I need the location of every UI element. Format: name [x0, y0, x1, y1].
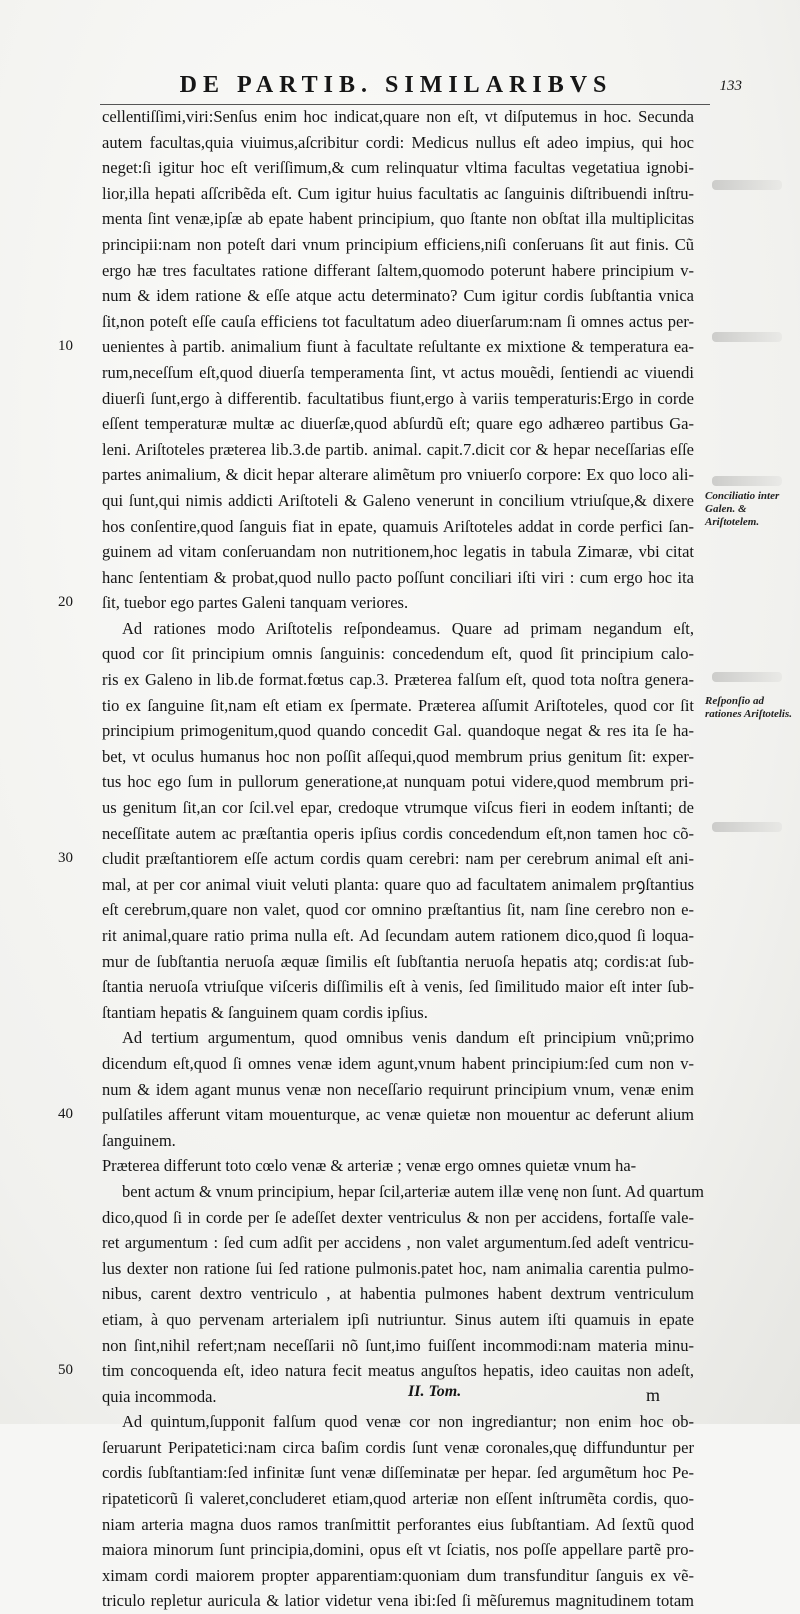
text-line: triculo repletur auricula & latior videtur vena ibi:ſed ſi mẽſuremus magnitudinem totam — [102, 1591, 694, 1611]
text-line: leni. Ariſtoteles præterea lib.3.de partib. animal. capit.7.dicit cor & hepar neceſſarias eſſe — [102, 439, 694, 459]
text-line: ripateticorũ ſi valeret,concluderet etiam,quod arteriæ non eſſent inſtrumẽta cordis, quo- — [102, 1489, 694, 1509]
text-line: neceſſitate autem ac præſtantia operis ipſius cordis concedendum eſt,non tamen hoc cõ- — [102, 823, 694, 843]
text-line: nibus, carent dextro ventriculo , at habentia pulmones habent dextrum ventriculum — [102, 1284, 694, 1304]
text-line: lior,illa hepati aſſcribẽda eſt. Cum igitur huius facultatis ac ſanguinis diſtribuendi inſtru- — [102, 183, 694, 203]
text-line: neget:ſi igitur hoc eſt veriſſimum,& cum relinquatur vltima facultas vegetatiua ignobi- — [102, 158, 694, 178]
line-number: 10 — [58, 338, 73, 355]
text-line: lus dexter non ratione ſui ſed ratione pulmonis.patet hoc, nam animalia carentia pulmo- — [102, 1258, 694, 1278]
text-line: bent actum & vnum principium, hepar ſcil,arteriæ autem illæ venę non ſunt. Ad quartum — [122, 1181, 704, 1201]
text-line: principium primogenitum,quod quando concedit Gal. quandoque negat & res ita ſe ha- — [102, 721, 694, 741]
text-line: cludit præſtantiorem eſſe actum cordis quam cerebri: nam per cerebrum animal eſt ani- — [102, 849, 694, 869]
faded-margin-note — [712, 332, 782, 342]
line-number: 50 — [58, 1362, 73, 1379]
line-number: 40 — [58, 1106, 73, 1123]
text-line: us genitum ſit,an cor ſcil.vel epar, credoque vtrumque viſcus fieri in eodem inſtanti; de — [102, 798, 694, 818]
text-line: hanc ſententiam & probat,quod nullo pacto poſſunt conciliari iſti viri : cum ergo hoc ita — [102, 567, 694, 587]
text-line: pulſatiles afferunt vitam mouenturque, ac venæ quietæ non mouentur ac deferunt alium — [102, 1105, 694, 1125]
text-line: ris ex Galeno in lib.de format.fœtus cap.3. Præterea falſum eſt, quod tota noſtra genera- — [102, 670, 694, 690]
text-line: eſſent temperaturæ multæ ac diuerſæ,quod abſurdũ eſt; quare ego adhæreo partibus Ga- — [102, 414, 694, 434]
text-line: partes animalium, & dicit hepar alterare alimẽtum pro vniuerſo corpore: Ex quo loco ali- — [102, 465, 694, 485]
text-line: ſtantiam hepatis & ſanguinem quam cordis ipſius. — [102, 1002, 428, 1022]
text-line: ergo hæ tres facultates ratione differant ſaltem,quomodo poterunt habere principium v- — [102, 260, 694, 280]
text-line: uenientes à partib. animalium fiunt à facultate reſultante ex mixtione & temperatura ea- — [102, 337, 694, 357]
text-line: diuerſi ſunt,ergo à differentib. facultatibus fiunt,ergo à variis temperaturis:Ergo in corde — [102, 388, 694, 408]
text-line: menta ſint venæ,ipſæ ab epate habent principium, quo ſtante non obſtat illa multiplicitas — [102, 209, 694, 229]
line-number: 20 — [58, 594, 73, 611]
text-line: tus hoc ego ſum in pullorum generatione,at nunquam potui videre,quod membrum pri- — [102, 772, 694, 792]
text-line: ximam cordi maiorem propter apparentiam:quoniam dum transfunditur ſanguis ex vẽ- — [102, 1565, 694, 1585]
text-line: ret argumentum : ſed cum adſit per accidens , non valet argumentum.ſed adeſt ventricu- — [102, 1233, 694, 1253]
faded-margin-note — [712, 822, 782, 832]
margin-note: Conciliatio inter Galen. & Ariſtotelem. — [705, 490, 780, 528]
text-line: dicendum eſt,quod ſi omnes venæ idem agunt,vnum habent principium:ſed cum non v- — [102, 1053, 694, 1073]
folio-number: 133 — [719, 78, 742, 94]
text-line: maiora minorum ſunt principia,domini, opus eſt vt ſciatis, nos poſſe appellare partẽ pro- — [102, 1540, 694, 1560]
faded-margin-note — [712, 180, 782, 190]
page-header — [80, 72, 742, 108]
running-title: DE PARTIB. SIMILARIBVS — [179, 72, 613, 98]
faded-margin-note — [712, 476, 782, 486]
text-line: niam arteria magna duos ramos tranſmittit perforantes eius ſubſtantiam. Ad ſextũ quod — [102, 1514, 694, 1534]
text-line: Ad tertium argumentum, quod omnibus venis dandum eſt principium vnũ;primo — [122, 1028, 694, 1048]
text-line: cellentiſſimi,viri:Senſus enim hoc indicat,quare non eſt, vt diſputemus in hoc. Secunda — [102, 107, 694, 126]
text-line: ſeruarunt Peripatetici:nam circa baſim cordis ſunt venæ coronales,quę diffunduntur per — [102, 1437, 694, 1457]
text-line: hos conſentire,quod ſanguis fiat in epate, quamuis Ariſtoteles addat in corde perfici ſan- — [102, 516, 694, 536]
text-line: eſt cerebrum,quare non valet, quod cor omnino præſtantius ſit, nam ſine cerebro non e- — [102, 900, 694, 920]
text-line: mal, at per cor animal viuit veluti planta: quare quo ad facultatem animalem prꝯſtantius — [102, 874, 694, 894]
text-line: num & idem ratione & eſſe atque actu determinato? Cum igitur cordis ſubſtantia vnica — [102, 286, 694, 306]
text-line: ſit, tuebor ego partes Galeni tanquam veriores. — [102, 593, 409, 613]
text-line: Ad quintum,ſupponit falſum quod venæ cor non ingrediantur; non enim hoc ob- — [122, 1412, 694, 1432]
text-line: cordis ſubſtantiam:ſed infinitæ ſunt venæ diſſeminatæ per hepar. ſed argumẽtum hoc Pe- — [102, 1463, 694, 1483]
text-line: qui ſunt,qui nimis addicti Ariſtoteli & Galeno venerunt in concilium vtriuſque,& dixere — [102, 490, 694, 510]
line-number: 30 — [58, 850, 73, 867]
text-line: tio ex ſanguine ſit,nam eſt etiam ex ſpermate. Præterea aſſumit Ariſtoteles, quod cor ſit — [102, 695, 694, 715]
text-line: ſtantia neruoſa vtriuſque viſceris diſſimilis eſt à venis, ſed ſimilitudo maior eſt inter ſub- — [102, 977, 694, 997]
margin-note: Reſponſio ad rationes Ariſtotelis. — [705, 694, 792, 720]
signature-mark: II. Tom. — [408, 1383, 462, 1400]
text-line: num & idem agant munus venæ non neceſſario requirunt principium vnum, venæ enim — [102, 1079, 694, 1099]
text-line: ſit,non poteſt eſſe cauſa efficiens tot facultatum adeo diuerſarum:nam ſi omnes actus per- — [102, 311, 694, 331]
text-line: principii:nam non poteſt dari vnum principium efficiens,niſi conſeruans ſit aut finis. Cũ — [102, 234, 694, 254]
catchword: m — [646, 1385, 661, 1405]
text-line: etiam, à quo pervenam arterialem ipſi nutriuntur. Sinus autem iſti quamuis in epate — [102, 1309, 694, 1329]
text-line: bet, vt oculus humanus hoc non poſſit aſſequi,quod membrum prius genitum ſit: exper- — [102, 746, 694, 766]
text-line: mur de ſubſtantia neruoſa æquæ ſimilis eſt ſubſtantia neruoſa hepatis atq; cordis:at ſub- — [102, 951, 694, 971]
text-line: rum,neceſſum eſt,quod diuerſa temperamenta ſint, vt actus mouẽdi, ſentiendi ac viuendi — [102, 362, 694, 382]
text-line: ſanguinem. — [102, 1130, 176, 1150]
text-line: guinem ad vitam conſeruandam non nutritionem,hoc legatis in tabula Zimaræ, vbi citat — [102, 542, 694, 562]
faded-margin-note — [712, 672, 782, 682]
text-line: quod cor ſit principium omnis ſanguinis: concedendum eſt, quod ſit principium calo- — [102, 644, 694, 664]
text-line: rit animal,quare ratio prima nulla eſt. Ad ſecundam autem rationem dico,quod ſi loqua- — [102, 926, 694, 945]
text-line: dico,quod ſi in corde per ſe adeſſet dexter ventriculus & non per accidens, fortaſſe vale- — [102, 1207, 694, 1227]
text-line: quia incommoda. — [102, 1386, 217, 1406]
text-line: Ad rationes modo Ariſtotelis reſpondeamus. Quare ad primam negandum eſt, — [122, 618, 694, 638]
page-footer — [0, 1383, 800, 1413]
text-line: tim concoquenda eſt, ideo natura fecit meatus anguſtos hepatis, ideo cauitas non adeſt, — [102, 1361, 694, 1381]
text-line: non ſint,nihil refert;nam neceſſarii nõ ſunt,imo fuiſſent incommodi:nam materia minu- — [102, 1335, 694, 1355]
text-line: autem facultas,quia viuimus,aſcribitur cordi: Medicus nullus eſt adeo impius, qui hoc — [102, 132, 694, 152]
text-line: Præterea differunt toto cœlo venæ & arteriæ ; venæ ergo omnes quietæ vnum ha- — [102, 1156, 637, 1176]
